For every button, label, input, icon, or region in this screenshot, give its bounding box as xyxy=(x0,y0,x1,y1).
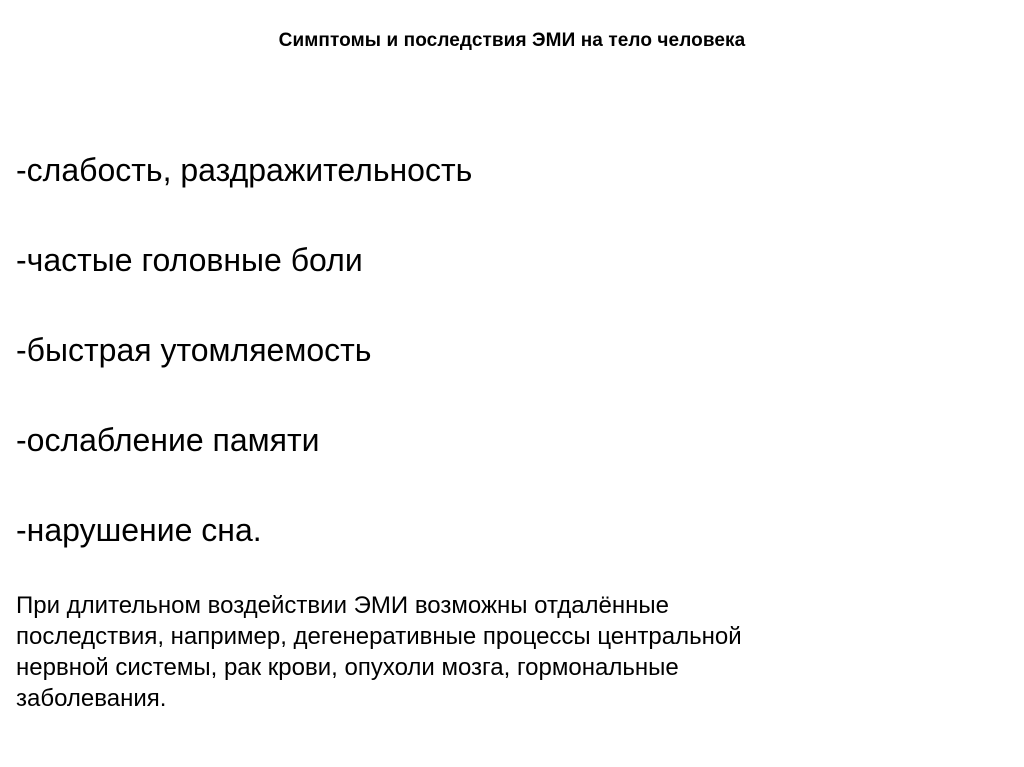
symptom-item-headaches: -частые головные боли xyxy=(16,242,363,278)
symptom-item-weakness: -слабость, раздражительность xyxy=(16,152,473,188)
long-term-effects-paragraph xyxy=(16,590,1006,714)
symptom-item-fatigue: -быстрая утомляемость xyxy=(16,332,372,368)
symptom-item-sleep: -нарушение сна. xyxy=(16,512,262,548)
symptom-item-memory: -ослабление памяти xyxy=(16,422,320,458)
paragraph-line: заболевания. xyxy=(16,685,167,712)
slide-title: Симптомы и последствия ЭМИ на тело человека xyxy=(278,30,746,51)
paragraph-line: нервной системы, рак крови, опухоли мозга, гормональные xyxy=(16,654,679,681)
paragraph-line: При длительном воздействии ЭМИ возможны отдалённые xyxy=(16,592,670,619)
paragraph-line: последствия, например, дегенеративные процессы центральной xyxy=(16,623,742,650)
symptom-list xyxy=(16,148,472,552)
